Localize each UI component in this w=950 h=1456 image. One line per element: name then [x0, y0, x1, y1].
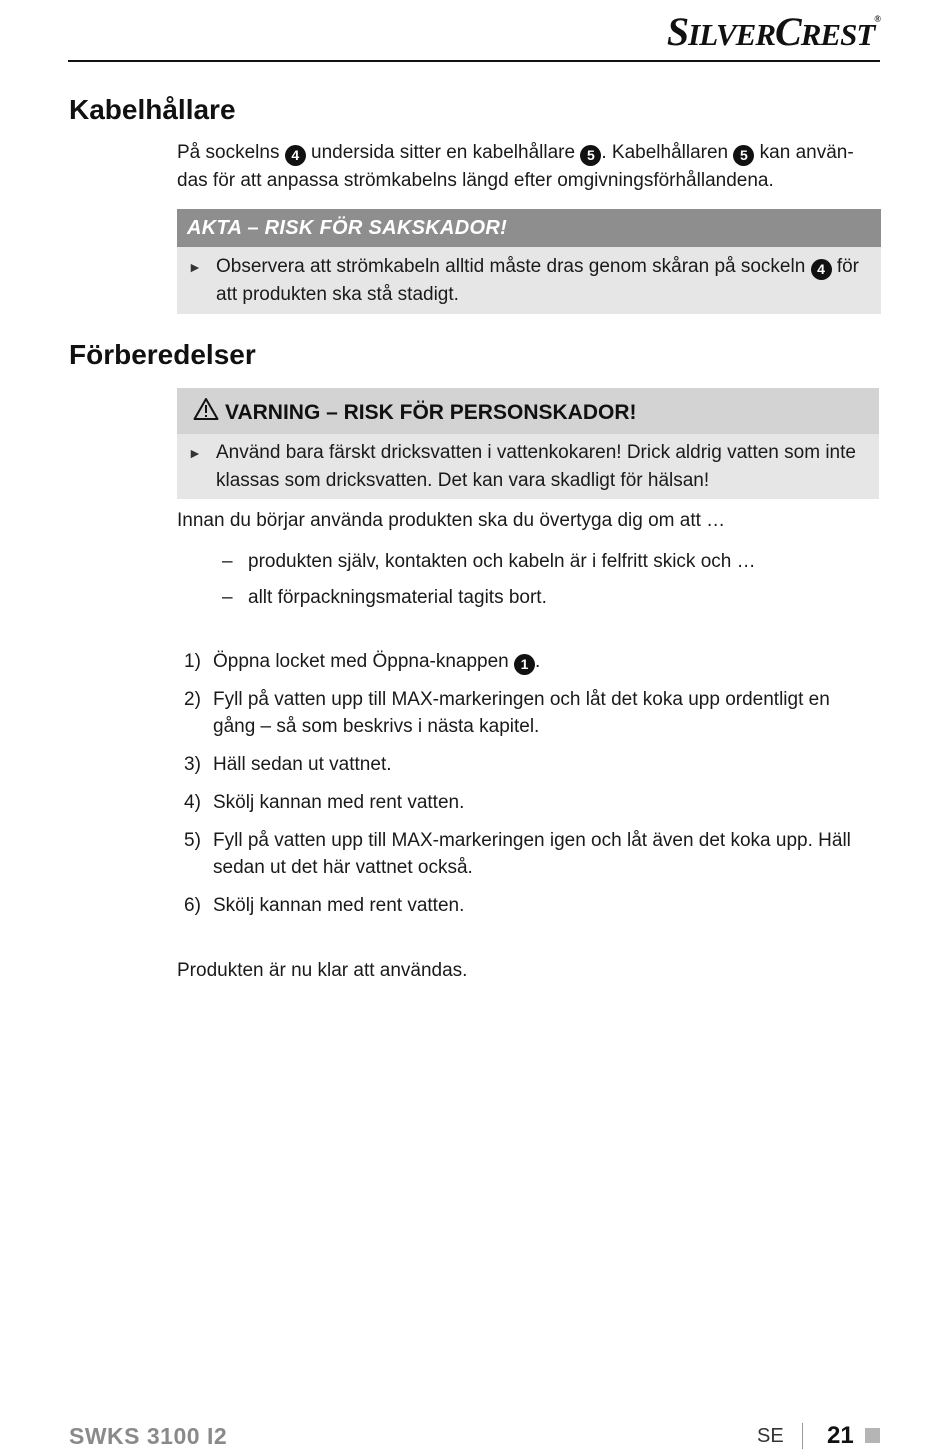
list-item: – produkten själv, kontakten och kabeln är i felfritt skick och …: [222, 551, 756, 572]
step-item: 5) Fyll på vatten upp till MAX-markeringen igen och låt även det koka upp. Häll sedan ut det här vattnet också.: [184, 830, 851, 878]
step-item: 4) Skölj kannan med rent vatten.: [184, 792, 465, 813]
header-rule: [68, 60, 880, 62]
step-item: 3) Häll sedan ut vattnet.: [184, 754, 392, 775]
check-list: [222, 548, 882, 620]
footer-divider: [802, 1423, 803, 1449]
caution-box: [177, 209, 881, 314]
step-item: 1) Öppna locket med Öppna-knappen 1 .: [184, 648, 874, 675]
kabelhallare-paragraph: På sockelns 4 undersida sitter en kabelhållare 5 . Kabelhållaren 5 kan använ-das för att anpassa strömkabelns längd efter omgivningsförhållandena.: [177, 142, 854, 191]
ref-number-4: 4: [285, 145, 306, 166]
arrow-bullet-icon: ►: [188, 259, 202, 275]
warning-triangle-icon: [193, 397, 219, 421]
warning-item: ► Använd bara färskt dricksvatten i vattenkokaren! Drick aldrig vatten som inte klassas som dricksvatten. Det kan vara skadligt för hälsan!: [177, 439, 879, 495]
step-item: 2) Fyll på vatten upp till MAX-markeringen och låt det koka upp ordentligt en gång – så som beskrivs i nästa kapitel.: [184, 689, 830, 737]
footer-language: SE: [757, 1425, 784, 1447]
warning-heading: VARNING – RISK FÖR PERSONSKADOR!: [177, 388, 879, 434]
footer-square-icon: [865, 1428, 880, 1443]
list-item: – allt förpackningsmaterial tagits bort.: [222, 587, 547, 608]
steps-list: [184, 648, 874, 930]
page-number: 21: [827, 1422, 854, 1449]
section-title-kabelhallare: Kabelhållare: [69, 94, 236, 125]
intro-text: Innan du börjar använda produkten ska du övertyga dig om att …: [177, 510, 726, 531]
arrow-bullet-icon: ►: [188, 445, 202, 461]
section-title-forberedelser: Förberedelser: [69, 339, 256, 370]
ref-number-4: 4: [811, 259, 832, 280]
footer-model: SWKS 3100 I2: [69, 1423, 228, 1449]
ref-number-5: 5: [733, 145, 754, 166]
caution-item: ► Observera att strömkabeln alltid måste dras genom skåran på sockeln 4 för att produkten ska stå stadigt.: [177, 253, 881, 309]
ref-number-5: 5: [580, 145, 601, 166]
warning-box: [177, 388, 879, 499]
ref-number-1: 1: [514, 654, 535, 675]
brand-logo: SILVERCREST®: [666, 9, 880, 54]
closing-text: Produkten är nu klar att användas.: [177, 960, 468, 981]
caution-heading: AKTA – RISK FÖR SAKSKADOR!: [177, 209, 881, 247]
step-item: 6) Skölj kannan med rent vatten.: [184, 895, 465, 916]
